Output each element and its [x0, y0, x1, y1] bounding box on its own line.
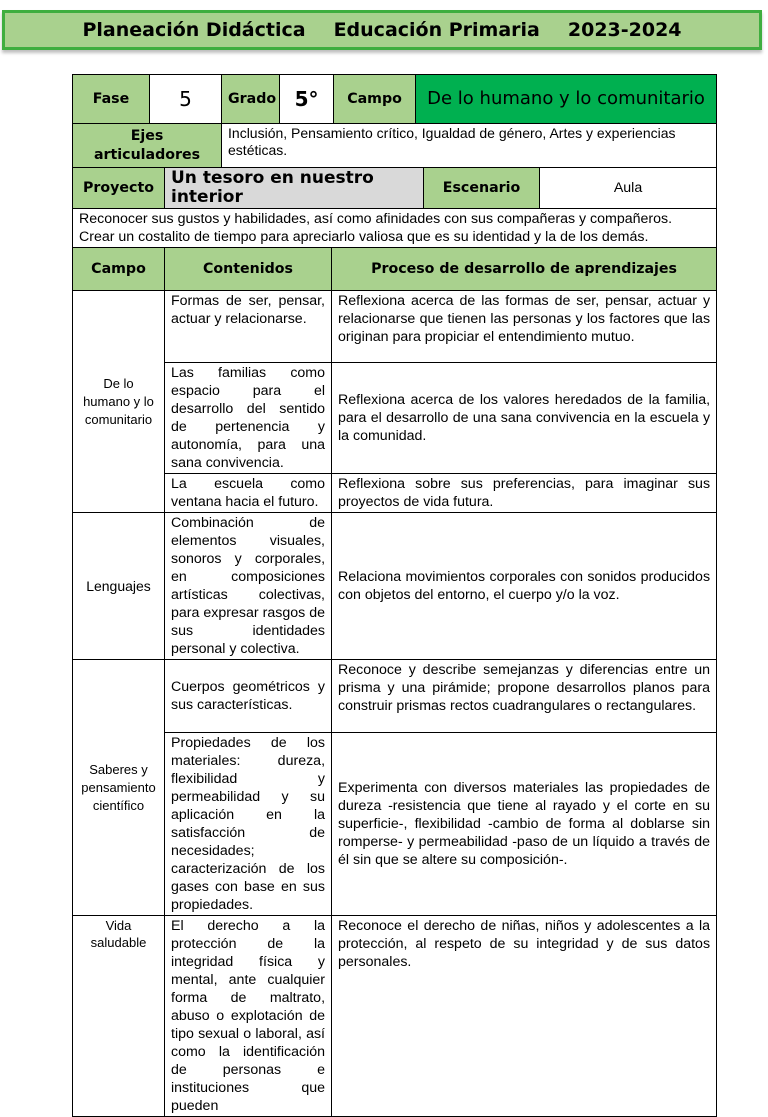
escenario-label: Escenario — [424, 168, 540, 209]
ejes-label: Ejes articuladores — [73, 124, 222, 168]
contenido-cell: Cuerpos geométricos y sus características. — [165, 660, 332, 733]
campo-cell: De lo humano y lo comunitario — [73, 291, 165, 513]
proceso-cell: Reflexiona acerca de las formas de ser, pensar, actuar y relacionarse que tienen las personas y los factores que las originan para propiciar el entendimiento mutuo. — [332, 291, 717, 363]
table-row — [73, 474, 717, 513]
proceso-cell: Reconoce el derecho de niñas, niños y adolescentes a la protección, al respeto de su integridad y de sus datos personales. — [332, 916, 717, 1117]
school-year: 2023-2024 — [567, 19, 682, 41]
contenido-cell: Propiedades de los materiales: dureza, flexibilidad y permeabilidad y su aplicación en la satisfacción de necesidades; caracterización de los gases con base en sus propiedades. — [165, 733, 332, 916]
table-row — [73, 916, 717, 1117]
table-row — [73, 733, 717, 916]
proyecto-value: Un tesoro en nuestro interior — [165, 168, 424, 209]
table-row — [73, 660, 717, 733]
contenido-cell: La escuela como ventana hacia el futuro. — [165, 474, 332, 513]
grado-label: Grado — [222, 75, 280, 124]
fase-label: Fase — [73, 75, 150, 124]
grado-value: 5° — [280, 75, 334, 124]
document-header-banner — [2, 10, 762, 50]
campo-cell: Lenguajes — [73, 513, 165, 660]
column-header-contenidos: Contenidos — [165, 248, 332, 291]
contenido-cell: Formas de ser, pensar, actuar y relacionarse. — [165, 291, 332, 363]
contenido-cell: Combinación de elementos visuales, sonoros y corporales, en composiciones artísticas colectivas, para expresar rasgos de sus identidades personal y colectiva. — [165, 513, 332, 660]
contenido-cell: El derecho a la protección de la integridad física y mental, ante cualquier forma de maltrato, abuso o explotación de tipo sexual o laboral, así como la identificación de personas e instituciones que pueden — [165, 916, 332, 1117]
project-description: Reconocer sus gustos y habilidades, así como afinidades con sus compañeras y compañeros. Crear un costalito de tiempo para apreciarlo valiosa que es su identidad y la de los demás. — [73, 209, 717, 248]
column-header-campo: Campo — [73, 248, 165, 291]
campo-cell: Vida saludable — [73, 916, 165, 1117]
escenario-value: Aula — [540, 168, 717, 209]
education-level: Educación Primaria — [333, 19, 540, 41]
contenido-cell: Las familias como espacio para el desarrollo del sentido de pertenencia y autonomía, para una sana convivencia. — [165, 363, 332, 474]
proceso-cell: Relaciona movimientos corporales con sonidos producidos con objetos del entorno, el cuerpo y/o la voz. — [332, 513, 717, 660]
table-row — [73, 291, 717, 363]
campo-label: Campo — [334, 75, 416, 124]
table-row — [73, 513, 717, 660]
planning-table — [72, 74, 717, 1117]
proceso-cell: Reconoce y describe semejanzas y diferencias entre un prisma y una pirámide; propone desarrollos planos para construir prismas rectos cuadrangulares o rectangulares. — [332, 660, 717, 733]
fase-value: 5 — [150, 75, 222, 124]
campo-cell: Saberes y pensamiento científico — [73, 660, 165, 916]
proceso-cell: Experimenta con diversos materiales las propiedades de dureza -resistencia que tiene al rayado y el corte en su superficie-, flexibilidad -cambio de forma al doblarse sin romperse- y permeabilidad -paso de un líquido a través de él sin que se altere su composición-. — [332, 733, 717, 916]
campo-value: De lo humano y lo comunitario — [416, 75, 717, 124]
document-title: Planeación Didáctica — [82, 19, 306, 41]
column-header-proceso: Proceso de desarrollo de aprendizajes — [332, 248, 717, 291]
proceso-cell: Reflexiona sobre sus preferencias, para imaginar sus proyectos de vida futura. — [332, 474, 717, 513]
proyecto-label: Proyecto — [73, 168, 165, 209]
ejes-value: Inclusión, Pensamiento crítico, Igualdad de género, Artes y experiencias estéticas. — [222, 124, 717, 168]
table-row — [73, 363, 717, 474]
proceso-cell: Reflexiona acerca de los valores heredados de la familia, para el desarrollo de una sana convivencia en la escuela y la comunidad. — [332, 363, 717, 474]
